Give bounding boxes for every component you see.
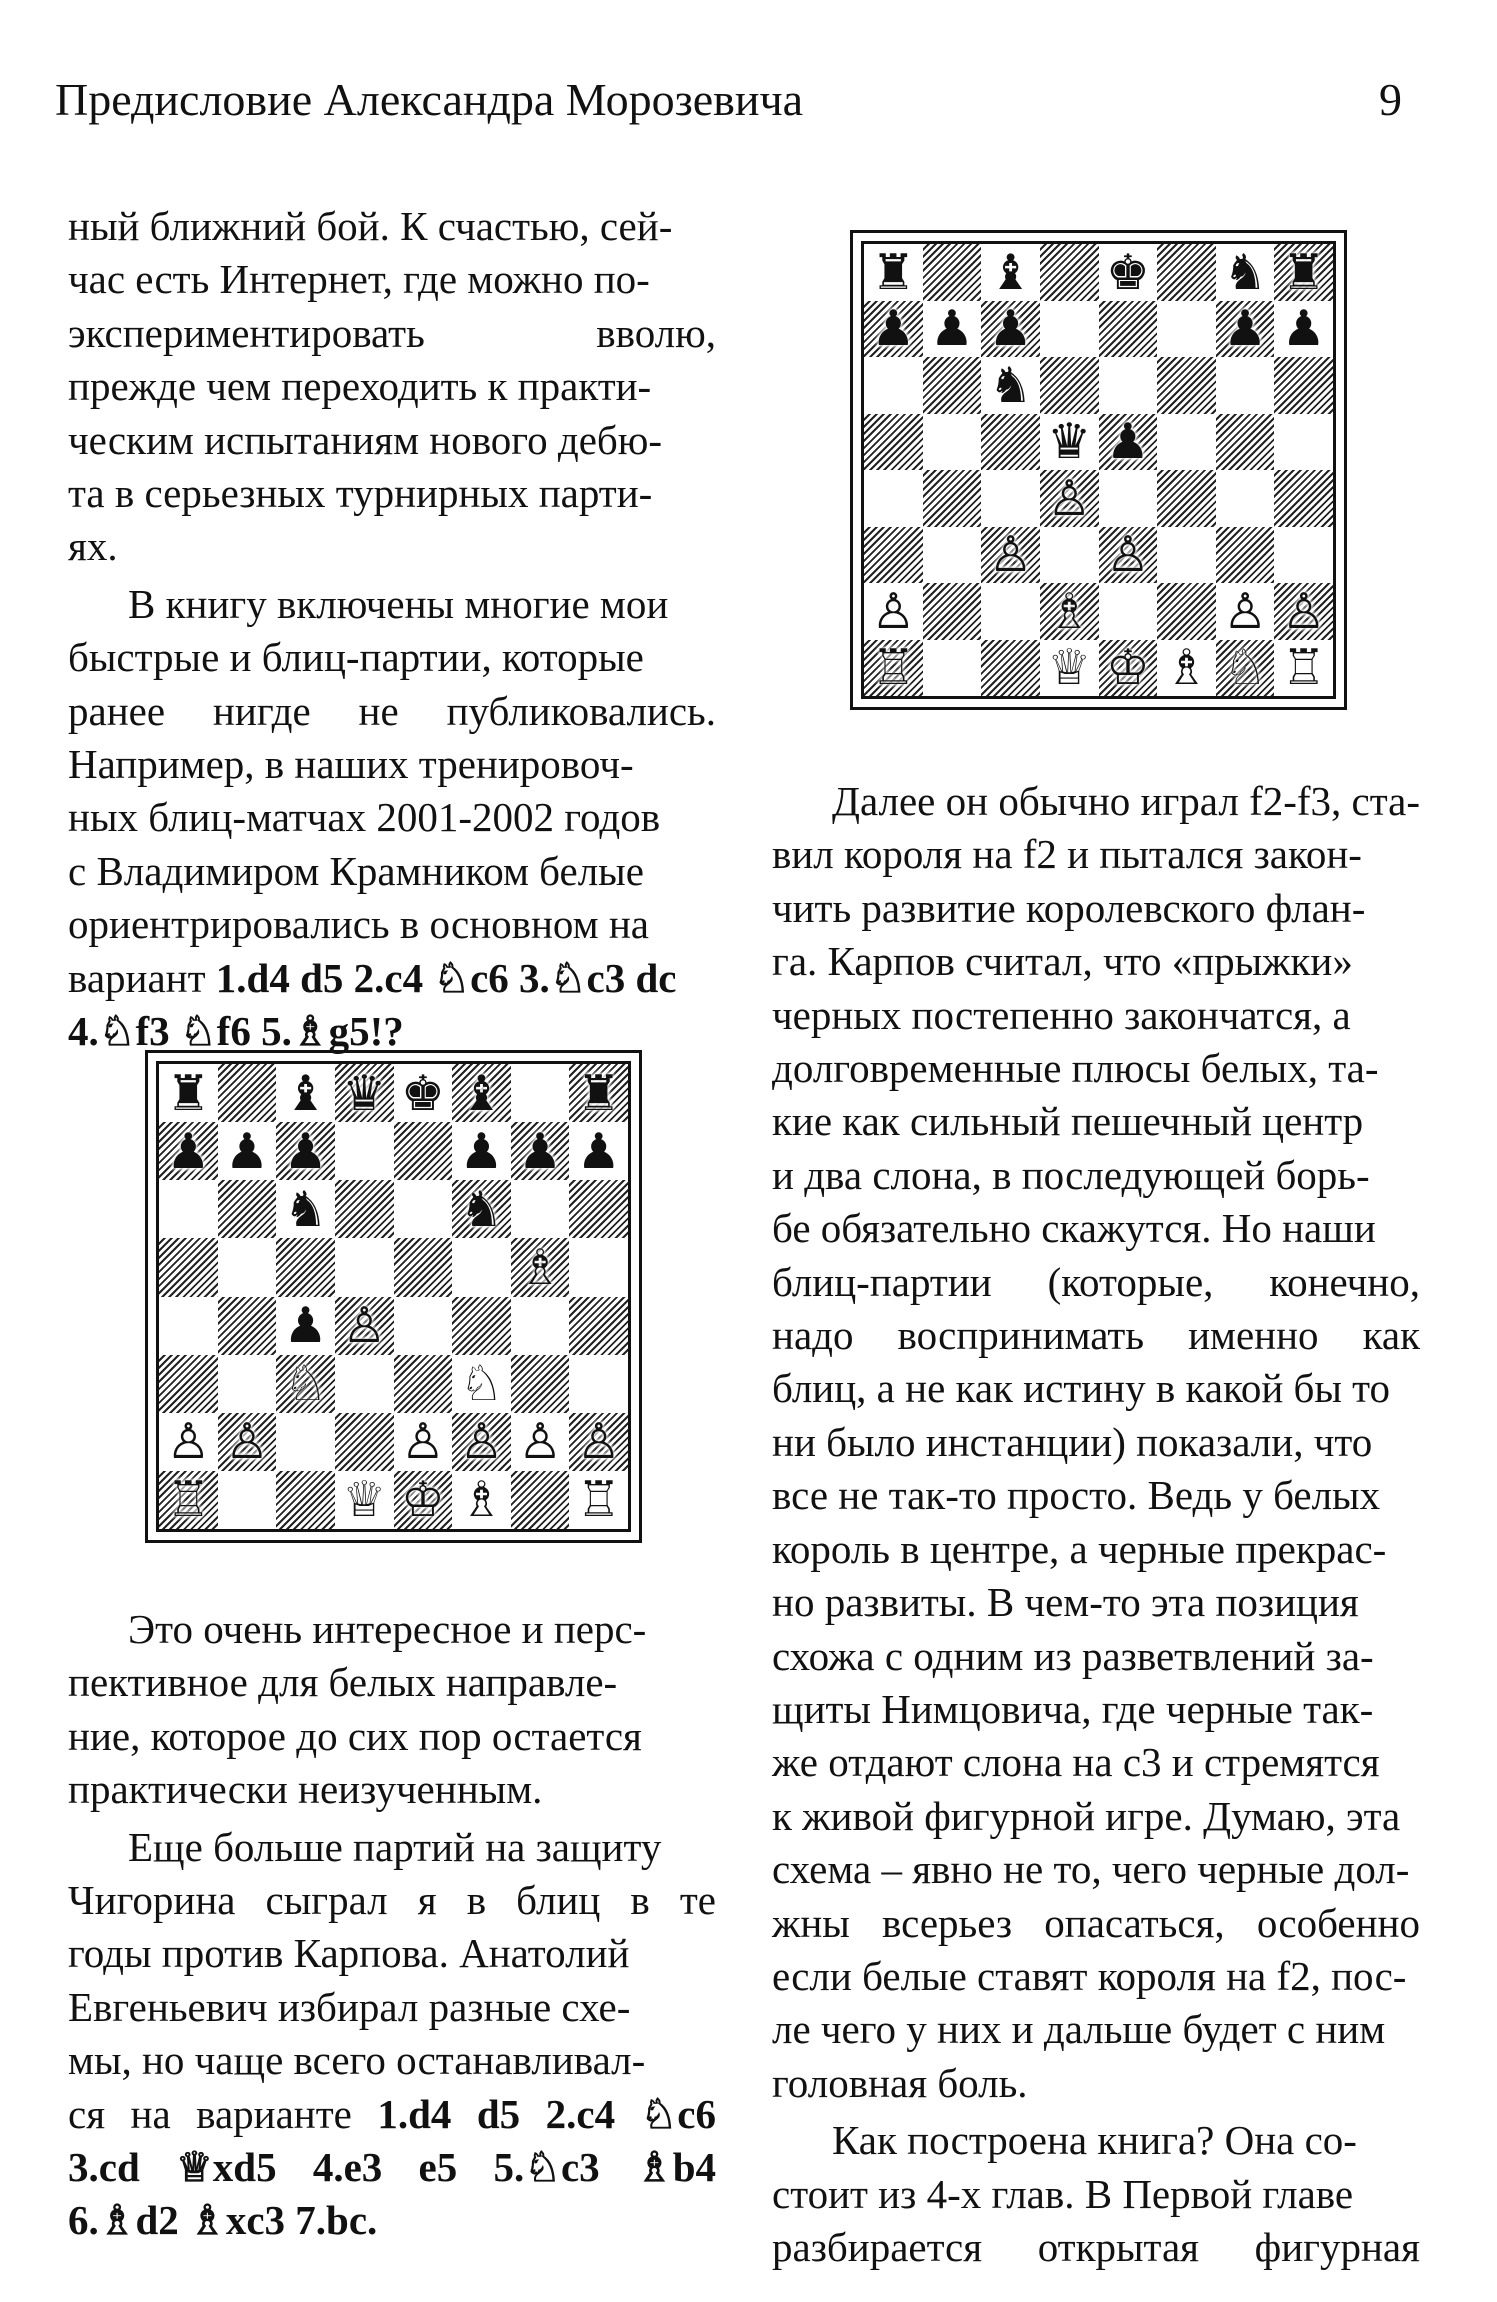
black-rook-icon: ♜ (166, 1064, 211, 1122)
black-pawn-icon: ♟ (1105, 413, 1150, 471)
black-pawn-icon: ♟ (283, 1297, 328, 1355)
text-line (68, 2141, 716, 2194)
board-square (394, 1180, 453, 1238)
text-line: все не так-то просто. Ведь у белых (772, 1472, 1381, 1519)
text-line: ях. (68, 523, 118, 570)
chess-diagram-2 (850, 230, 1347, 710)
board-square (1157, 301, 1216, 358)
board-square (981, 414, 1040, 471)
board-square (511, 1180, 570, 1238)
left-column-top (68, 200, 716, 1059)
board-square (864, 640, 923, 697)
board-square (1040, 357, 1099, 414)
text-line: вил короля на f2 и пытался закон- (772, 831, 1362, 878)
white-rook-icon: ♖ (576, 1471, 621, 1529)
board-square (452, 1122, 511, 1180)
board-square (218, 1297, 277, 1355)
move-notation: 4.♘f3 ♘f6 5.♗g5!? (68, 1008, 404, 1055)
board-square (1099, 357, 1158, 414)
white-pawn-icon: ♙ (400, 1413, 445, 1471)
board-square (569, 1355, 628, 1413)
board-square (1157, 583, 1216, 640)
black-king-icon: ♚ (1105, 243, 1150, 301)
board-square (1157, 414, 1216, 471)
text-line: быстрые и блиц-партии, которые (68, 634, 644, 681)
text-line: блиц, а не как истину в какой бы то (772, 1365, 1391, 1412)
board-square (452, 1297, 511, 1355)
board-square (335, 1413, 394, 1471)
text-line: черных постепенно закончатся, а (772, 991, 1351, 1038)
board-square (569, 1064, 628, 1122)
paragraph-6 (772, 2114, 1420, 2274)
board-square (452, 1238, 511, 1296)
black-pawn-icon: ♟ (224, 1122, 269, 1180)
board-square (923, 640, 982, 697)
board-square (1216, 414, 1275, 471)
board-square (1099, 301, 1158, 358)
board-square (1099, 527, 1158, 584)
move-notation: 1.d4 d5 2.c4 ♘c6 (377, 2090, 716, 2137)
black-bishop-icon: ♝ (283, 1064, 328, 1122)
board-square (1216, 301, 1275, 358)
white-queen-icon: ♕ (1047, 639, 1092, 697)
text-line: га. Карпов считал, что «прыжки» (772, 938, 1353, 985)
board-square (1040, 414, 1099, 471)
board-square (981, 244, 1040, 301)
board-square (1040, 470, 1099, 527)
board-square (1216, 470, 1275, 527)
board-square (276, 1180, 335, 1238)
board-square (1216, 527, 1275, 584)
text-line: чить развитие королевского флан- (772, 884, 1366, 931)
white-rook-icon: ♖ (871, 639, 916, 697)
text-line: годы против Карпова. Анатолий (68, 1930, 630, 1977)
page-number: 9 (1379, 74, 1402, 125)
black-rook-icon: ♜ (576, 1064, 621, 1122)
text-line: В книгу включены многие мои (128, 580, 669, 627)
white-pawn-icon: ♙ (1047, 469, 1092, 527)
white-pawn-icon: ♙ (576, 1413, 621, 1471)
board-square (276, 1122, 335, 1180)
board-square (394, 1064, 453, 1122)
text-line: ческим испытаниям нового дебю- (68, 416, 663, 463)
board-square (1040, 583, 1099, 640)
text-line: схема – явно не то, чего черные дол- (772, 1846, 1410, 1893)
board-square (1040, 527, 1099, 584)
board-square (511, 1413, 570, 1471)
board-square (569, 1413, 628, 1471)
text-line: ние, которое до сих пор остается (68, 1712, 642, 1759)
text-line: долговременные плюсы белых, та- (772, 1045, 1379, 1092)
board-square (394, 1413, 453, 1471)
chessboard-grid (156, 1061, 631, 1532)
board-square (159, 1355, 218, 1413)
board-square (276, 1413, 335, 1471)
text-line: надо воспринимать именно как (772, 1312, 1420, 1359)
paragraph-5 (772, 775, 1420, 2110)
black-pawn-icon: ♟ (576, 1122, 621, 1180)
white-rook-icon: ♖ (1281, 639, 1326, 697)
board-square (159, 1297, 218, 1355)
board-square (923, 470, 982, 527)
text-line: пективное для белых направле- (68, 1659, 618, 1706)
board-square (1099, 640, 1158, 697)
chessboard-grid (861, 241, 1336, 699)
board-square (1040, 244, 1099, 301)
text-line: час есть Интернет, где можно по- (68, 256, 650, 303)
board-square (159, 1064, 218, 1122)
paragraph-2 (68, 578, 716, 1059)
board-square (1274, 301, 1333, 358)
text-line: щиты Нимцовича, где черные так- (772, 1685, 1374, 1732)
left-column-bottom (68, 1603, 716, 2248)
board-square (1216, 244, 1275, 301)
white-pawn-icon: ♙ (1105, 526, 1150, 584)
black-pawn-icon: ♟ (1281, 300, 1326, 358)
running-header (55, 70, 1442, 130)
board-square (452, 1064, 511, 1122)
text-line: Например, в наших тренировоч- (68, 741, 634, 788)
board-square (276, 1238, 335, 1296)
board-square (276, 1064, 335, 1122)
board-square (394, 1297, 453, 1355)
board-square (1157, 527, 1216, 584)
white-pawn-icon: ♙ (1281, 582, 1326, 640)
text-line: с Владимиром Крамником белые (68, 847, 644, 894)
board-square (218, 1355, 277, 1413)
board-square (923, 583, 982, 640)
board-square (335, 1122, 394, 1180)
text-line: и два слона, в последующей борь- (772, 1151, 1370, 1198)
white-bishop-icon: ♗ (518, 1238, 563, 1296)
board-square (159, 1238, 218, 1296)
text-line: ориентрировались в основном на (68, 901, 649, 948)
black-king-icon: ♚ (400, 1064, 445, 1122)
text-line (68, 952, 716, 1005)
chess-diagram-1 (145, 1050, 642, 1543)
board-square (981, 583, 1040, 640)
black-bishop-icon: ♝ (988, 243, 1033, 301)
board-square (276, 1471, 335, 1529)
board-square (452, 1180, 511, 1238)
text-line: та в серьезных турнирных парти- (68, 470, 653, 517)
black-rook-icon: ♜ (871, 243, 916, 301)
board-square (923, 414, 982, 471)
board-square (218, 1064, 277, 1122)
board-square (1040, 640, 1099, 697)
black-pawn-icon: ♟ (929, 300, 974, 358)
text-line: схожа с одним из разветвлений за- (772, 1632, 1374, 1679)
black-pawn-icon: ♟ (518, 1122, 563, 1180)
paragraph-3 (68, 1603, 716, 1817)
text-line: кие как сильный пешечный центр (772, 1098, 1364, 1145)
board-square (218, 1180, 277, 1238)
text-line: разбирается открытая фигурная (772, 2223, 1420, 2270)
white-king-icon: ♔ (1105, 639, 1150, 697)
board-square (394, 1471, 453, 1529)
white-pawn-icon: ♙ (224, 1413, 269, 1471)
board-square (981, 640, 1040, 697)
white-bishop-icon: ♗ (1164, 639, 1209, 697)
black-bishop-icon: ♝ (459, 1064, 504, 1122)
white-knight-icon: ♘ (1223, 639, 1268, 697)
board-square (218, 1122, 277, 1180)
text-line: если белые ставят короля на f2, пос- (772, 1952, 1407, 1999)
text-line: ни было инстанции) показали, что (772, 1418, 1373, 1465)
move-notation: 3.cd ♕xd5 4.e3 e5 5.♘c3 ♗b4 (68, 2144, 716, 2191)
board-square (569, 1238, 628, 1296)
text-line: практически неизученным. (68, 1766, 543, 1813)
board-square (276, 1297, 335, 1355)
text-fragment: вариант (68, 954, 216, 1001)
white-bishop-icon: ♗ (1047, 582, 1092, 640)
board-square (452, 1413, 511, 1471)
white-pawn-icon: ♙ (459, 1413, 504, 1471)
board-square (1157, 470, 1216, 527)
board-square (864, 244, 923, 301)
black-queen-icon: ♛ (1047, 413, 1092, 471)
white-pawn-icon: ♙ (166, 1413, 211, 1471)
board-square (335, 1355, 394, 1413)
board-square (159, 1122, 218, 1180)
board-square (1099, 244, 1158, 301)
board-square (981, 470, 1040, 527)
text-line: Евгеньевич избирал разные схе- (68, 1983, 631, 2030)
board-square (981, 301, 1040, 358)
board-square (864, 527, 923, 584)
board-square (511, 1297, 570, 1355)
black-pawn-icon: ♟ (459, 1122, 504, 1180)
board-square (1216, 583, 1275, 640)
text-line: к живой фигурной игре. Думаю, эта (772, 1792, 1401, 1839)
board-square (1274, 244, 1333, 301)
board-square (923, 357, 982, 414)
text-line: экспериментировать вволю, (68, 309, 716, 356)
black-pawn-icon: ♟ (871, 300, 916, 358)
text-line: жны всерьез опасаться, особенно (772, 1899, 1420, 1946)
black-pawn-icon: ♟ (1223, 300, 1268, 358)
text-line: блиц-партии (которые, конечно, (772, 1258, 1420, 1305)
board-square (923, 301, 982, 358)
board-square (1157, 357, 1216, 414)
white-knight-icon: ♘ (459, 1355, 504, 1413)
text-line: ле чего у них и дальше будет с ним (772, 2006, 1386, 2053)
board-square (218, 1413, 277, 1471)
board-square (864, 357, 923, 414)
move-notation: 1.d4 d5 2.c4 ♘c6 3.♘c3 dc (215, 954, 677, 1001)
board-square (923, 244, 982, 301)
white-bishop-icon: ♗ (459, 1471, 504, 1529)
board-square (1274, 414, 1333, 471)
board-square (452, 1355, 511, 1413)
text-line: ных блиц-матчах 2001-2002 годов (68, 794, 661, 841)
black-pawn-icon: ♟ (283, 1122, 328, 1180)
text-line: же отдают слона на c3 и стремятся (772, 1739, 1380, 1786)
white-queen-icon: ♕ (342, 1471, 387, 1529)
white-king-icon: ♔ (400, 1471, 445, 1529)
board-square (864, 414, 923, 471)
text-line: Как построена книга? Она со- (832, 2117, 1357, 2164)
white-rook-icon: ♖ (166, 1471, 211, 1529)
board-square (1274, 470, 1333, 527)
white-pawn-icon: ♙ (871, 582, 916, 640)
black-rook-icon: ♜ (1281, 243, 1326, 301)
board-square (335, 1297, 394, 1355)
text-line: Далее он обычно играл f2-f3, ста- (832, 778, 1420, 824)
black-queen-icon: ♛ (342, 1064, 387, 1122)
paragraph-4 (68, 1821, 716, 2248)
white-knight-icon: ♘ (283, 1355, 328, 1413)
white-pawn-icon: ♙ (1223, 582, 1268, 640)
board-square (511, 1122, 570, 1180)
board-square (335, 1180, 394, 1238)
board-square (511, 1064, 570, 1122)
text-line: ный ближний бой. К счастью, сей- (68, 203, 673, 249)
board-square (276, 1355, 335, 1413)
board-square (452, 1471, 511, 1529)
board-square (394, 1122, 453, 1180)
black-knight-icon: ♞ (283, 1180, 328, 1238)
board-square (1274, 640, 1333, 697)
text-line (68, 2088, 716, 2141)
board-square (981, 527, 1040, 584)
board-square (511, 1238, 570, 1296)
board-square (981, 357, 1040, 414)
board-square (159, 1413, 218, 1471)
text-line (68, 2194, 716, 2247)
paragraph-1 (68, 200, 716, 574)
board-square (923, 527, 982, 584)
board-square (218, 1238, 277, 1296)
board-square (1216, 640, 1275, 697)
board-square (1274, 583, 1333, 640)
board-square (1099, 583, 1158, 640)
board-square (511, 1355, 570, 1413)
board-square (1216, 357, 1275, 414)
board-square (569, 1180, 628, 1238)
board-square (1157, 640, 1216, 697)
black-pawn-icon: ♟ (988, 300, 1033, 358)
board-square (1274, 357, 1333, 414)
black-knight-icon: ♞ (1223, 243, 1268, 301)
board-square (218, 1471, 277, 1529)
text-line: Это очень интересное и перс- (128, 1606, 647, 1652)
board-square (159, 1180, 218, 1238)
text-line: Чигорина сыграл я в блиц в те (68, 1877, 716, 1924)
board-square (394, 1355, 453, 1413)
text-fragment: ся на варианте (68, 2090, 378, 2137)
text-line: стоит из 4-х глав. В Первой главе (772, 2170, 1354, 2217)
move-notation: 6.♗d2 ♗xc3 7.bc. (68, 2197, 378, 2244)
board-square (1099, 414, 1158, 471)
board-square (335, 1471, 394, 1529)
text-line: бе обязательно скажутся. Но наши (772, 1205, 1376, 1252)
board-square (394, 1238, 453, 1296)
board-square (864, 301, 923, 358)
board-square (159, 1471, 218, 1529)
board-square (569, 1297, 628, 1355)
board-square (1157, 244, 1216, 301)
board-square (511, 1471, 570, 1529)
board-square (1274, 527, 1333, 584)
black-knight-icon: ♞ (988, 356, 1033, 414)
right-column (772, 775, 1420, 2274)
board-square (864, 470, 923, 527)
board-square (569, 1122, 628, 1180)
text-line: ранее нигде не публиковались. (68, 687, 716, 734)
board-square (335, 1064, 394, 1122)
text-line: король в центре, а черные прекрас- (772, 1525, 1387, 1572)
board-square (864, 583, 923, 640)
board-square (1040, 301, 1099, 358)
text-line: головная боль. (772, 2059, 1028, 2106)
white-pawn-icon: ♙ (342, 1297, 387, 1355)
white-pawn-icon: ♙ (518, 1413, 563, 1471)
white-pawn-icon: ♙ (988, 526, 1033, 584)
header-title: Предисловие Александра Морозевича (55, 74, 804, 125)
board-square (335, 1238, 394, 1296)
black-pawn-icon: ♟ (166, 1122, 211, 1180)
text-line: мы, но чаще всего останавливал- (68, 2037, 646, 2084)
board-square (569, 1471, 628, 1529)
text-line: но развиты. В чем-то эта позиция (772, 1579, 1359, 1626)
black-knight-icon: ♞ (459, 1180, 504, 1238)
board-square (1099, 470, 1158, 527)
text-line: прежде чем переходить к практи- (68, 363, 652, 410)
text-line: Еще больше партий на защиту (128, 1823, 662, 1870)
